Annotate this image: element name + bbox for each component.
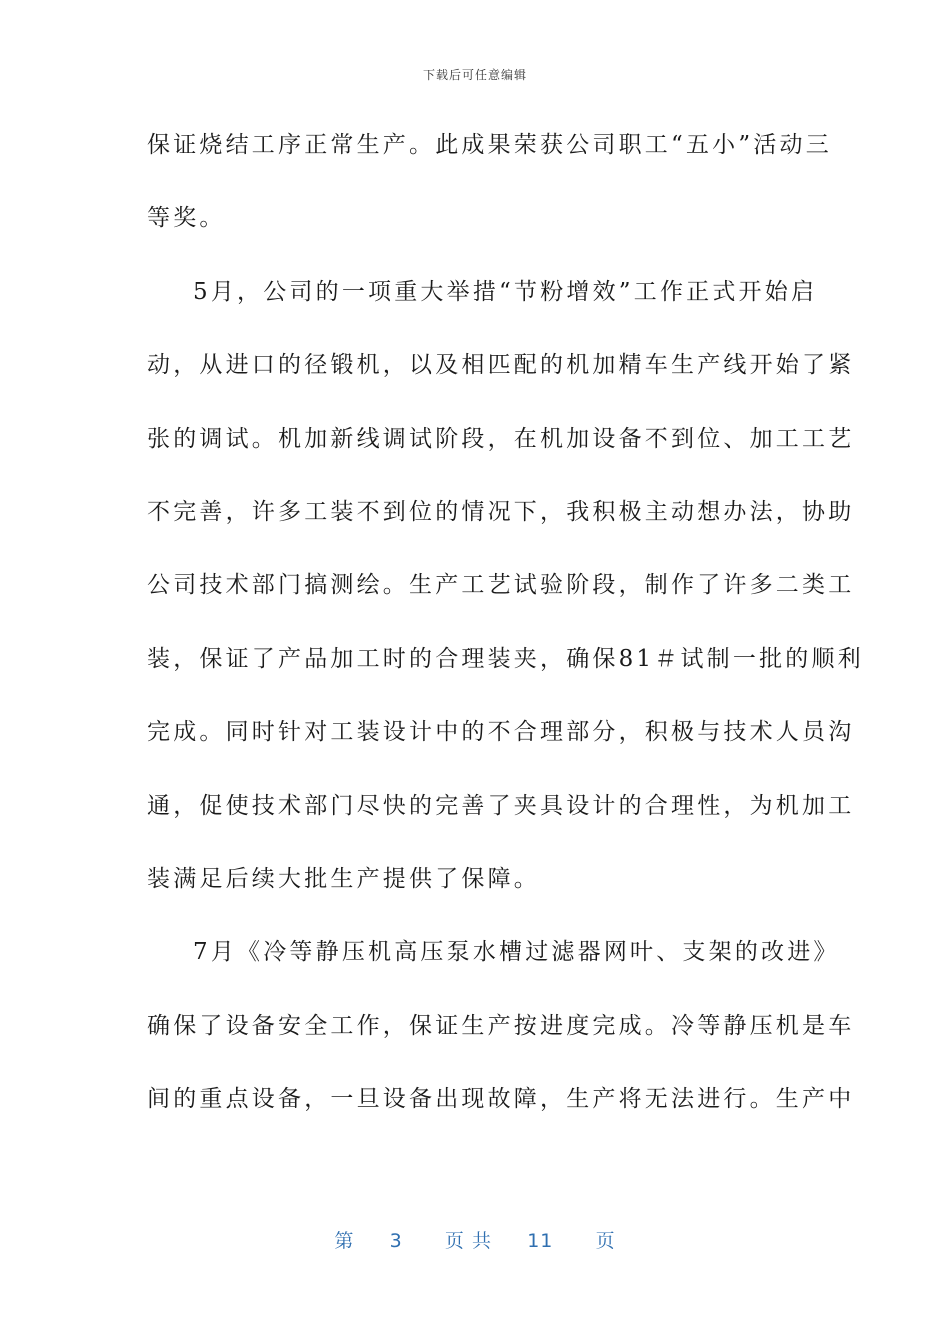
- page-footer: [0, 1226, 950, 1253]
- text-line: 装，保证了产品加工时的合理装夹，确保81＃试制一批的顺利: [147, 645, 864, 672]
- document-body: [147, 121, 864, 1148]
- text-line: 张的调试。机加新线调试阶段，在机加设备不到位、加工工艺: [147, 425, 855, 452]
- text-line: 动，从进口的径锻机，以及相匹配的机加精车生产线开始了紧: [147, 352, 855, 379]
- text-line: 5月，公司的一项重大举措“节粉增效”工作正式开始启: [193, 278, 818, 305]
- text-line: 确保了设备安全工作，保证生产按进度完成。冷等静压机是车: [147, 1012, 855, 1039]
- text-line: 装满足后续大批生产提供了保障。: [147, 865, 540, 892]
- text-line: 保证烧结工序正常生产。此成果荣获公司职工“五小”活动三: [147, 132, 832, 158]
- text-line: 通，促使技术部门尽快的完善了夹具设计的合理性，为机加工: [147, 792, 855, 819]
- footer-prefix: 第: [334, 1230, 355, 1252]
- footer-suffix: 页: [595, 1230, 616, 1252]
- current-page-number: 3: [389, 1230, 403, 1252]
- text-line: 公司技术部门搞测绘。生产工艺试验阶段，制作了许多二类工: [147, 572, 855, 599]
- text-line: 7月《冷等静压机高压泵水槽过滤器网叶、支架的改进》: [193, 939, 840, 966]
- footer-middle: 页 共: [444, 1230, 492, 1252]
- text-line: 完成。同时针对工装设计中的不合理部分，积极与技术人员沟: [147, 719, 855, 746]
- text-line: 等奖。: [147, 205, 226, 232]
- text-line: 不完善，许多工装不到位的情况下，我积极主动想办法，协助: [147, 498, 855, 525]
- text-line: 间的重点设备，一旦设备出现故障，生产将无法进行。生产中: [147, 1086, 855, 1113]
- header-note: 下载后可任意编辑: [422, 68, 527, 82]
- total-pages-number: 11: [527, 1230, 554, 1252]
